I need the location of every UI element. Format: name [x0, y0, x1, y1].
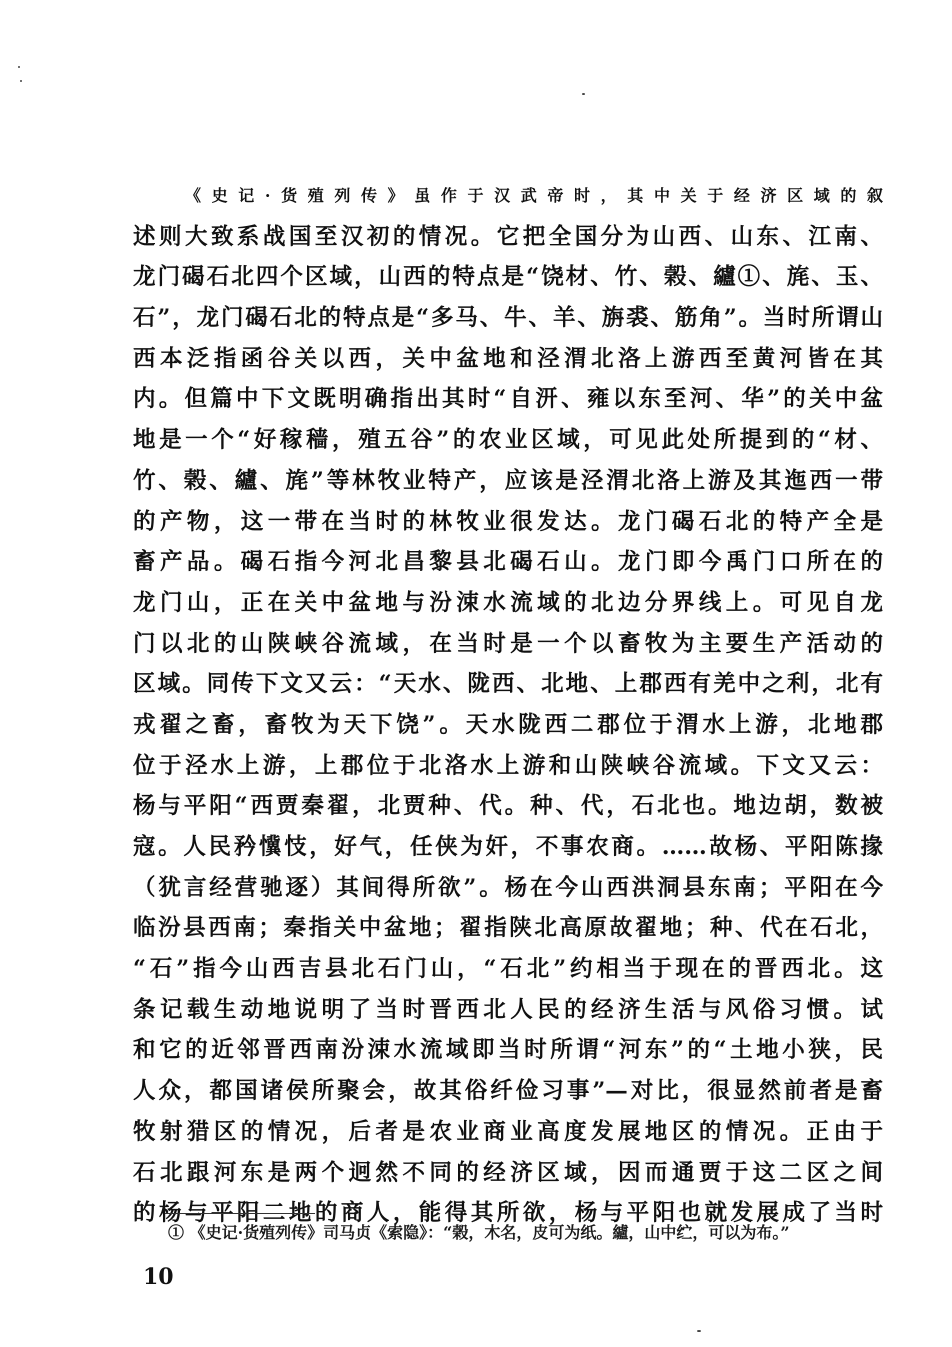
page-number: 10: [143, 1264, 174, 1290]
footnote-divider: [165, 1213, 315, 1214]
text-line: （犹言经营驰逐）其间得所欲”。杨在今山西洪洞县东南；平阳在今: [133, 874, 883, 901]
text-line: 述则大致系战国至汉初的情况。它把全国分为山西、山东、江南、: [133, 223, 883, 250]
scan-speck: [20, 80, 22, 82]
text-line: 条记载生动地说明了当时晋西北人民的经济生活与风俗习惯。试: [133, 996, 883, 1023]
text-line: 竹、榖、纑、旄”等林牧业特产，应该是泾渭北洛上游及其迤西一带: [133, 467, 883, 494]
text-line: 和它的近邻晋西南汾涑水流域即当时所谓“河东”的“土地小狭，民: [133, 1037, 883, 1064]
text-line: 区域。同传下文又云：“天水、陇西、北地、上郡西有羌中之利，北有: [133, 671, 883, 698]
scan-speck: [582, 93, 585, 95]
footnote: ① 《史记·货殖列传》司马贞《索隐》：“榖，木名，皮可为纸。纑，山中纻，可以为布。”: [168, 1223, 790, 1242]
text-line: 牧射猎区的情况，后者是农业商业高度发展地区的情况。正由于: [133, 1118, 883, 1145]
text-line: 地是一个“好稼穑，殖五谷”的农业区域，可见此处所提到的“材、: [133, 427, 883, 454]
text-line: 的产物，这一带在当时的林牧业很发达。龙门碣石北的特产全是: [133, 508, 883, 535]
text-line: 杨与平阳“西贾秦翟，北贾种、代。种、代，石北也。地边胡，数被: [133, 793, 883, 820]
text-line: “石”指今山西吉县北石门山，“石北”约相当于现在的晋西北。这: [133, 956, 883, 983]
text-line: 《史记·货殖列传》虽作于汉武帝时，其中关于经济区域的叙: [185, 186, 883, 205]
text-line: 西本泛指函谷关以西，关中盆地和泾渭北洛上游西至黄河皆在其: [133, 345, 883, 372]
text-line: 石”，龙门碣石北的特点是“多马、牛、羊、旃裘、筋角”。当时所谓山: [133, 305, 883, 332]
text-line: 戎翟之畜，畜牧为天下饶”。天水陇西二郡位于渭水上游，北地郡: [133, 711, 883, 738]
text-line: 人众，都国诸侯所聚会，故其俗纤俭习事”—对比，很显然前者是畜: [133, 1078, 883, 1105]
text-line: 内。但篇中下文既明确指出其时“自汧、雍以东至河、华”的关中盆: [133, 386, 883, 413]
text-line: 临汾县西南；秦指关中盆地；翟指陕北高原故翟地；种、代在石北，: [133, 915, 883, 942]
text-line: 位于泾水上游，上郡位于北洛水上游和山陕峡谷流域。下文又云：: [133, 752, 883, 779]
scan-speck: [18, 66, 20, 68]
text-line: 龙门山，正在关中盆地与汾涑水流域的北边分界线上。可见自龙: [133, 589, 883, 616]
text-line: 寇。人民矜懻忮，好气，任侠为奸，不事农商。……故杨、平阳陈掾: [133, 834, 883, 860]
body-text: [133, 176, 883, 1234]
text-line: 的杨与平阳二地的商人，能得其所欲，杨与平阳也就发展成了当时: [133, 1200, 883, 1227]
text-line: 畜产品。碣石指今河北昌黎县北碣石山。龙门即今禹门口所在的: [133, 549, 883, 576]
text-line: 龙门碣石北四个区域，山西的特点是“饶材、竹、榖、纑①、旄、玉、: [133, 264, 883, 291]
text-line: 门以北的山陕峡谷流域，在当时是一个以畜牧为主要生产活动的: [133, 630, 883, 657]
text-line: 石北跟河东是两个迥然不同的经济区域，因而通贾于这二区之间: [133, 1159, 883, 1186]
scan-speck: [697, 1330, 701, 1332]
